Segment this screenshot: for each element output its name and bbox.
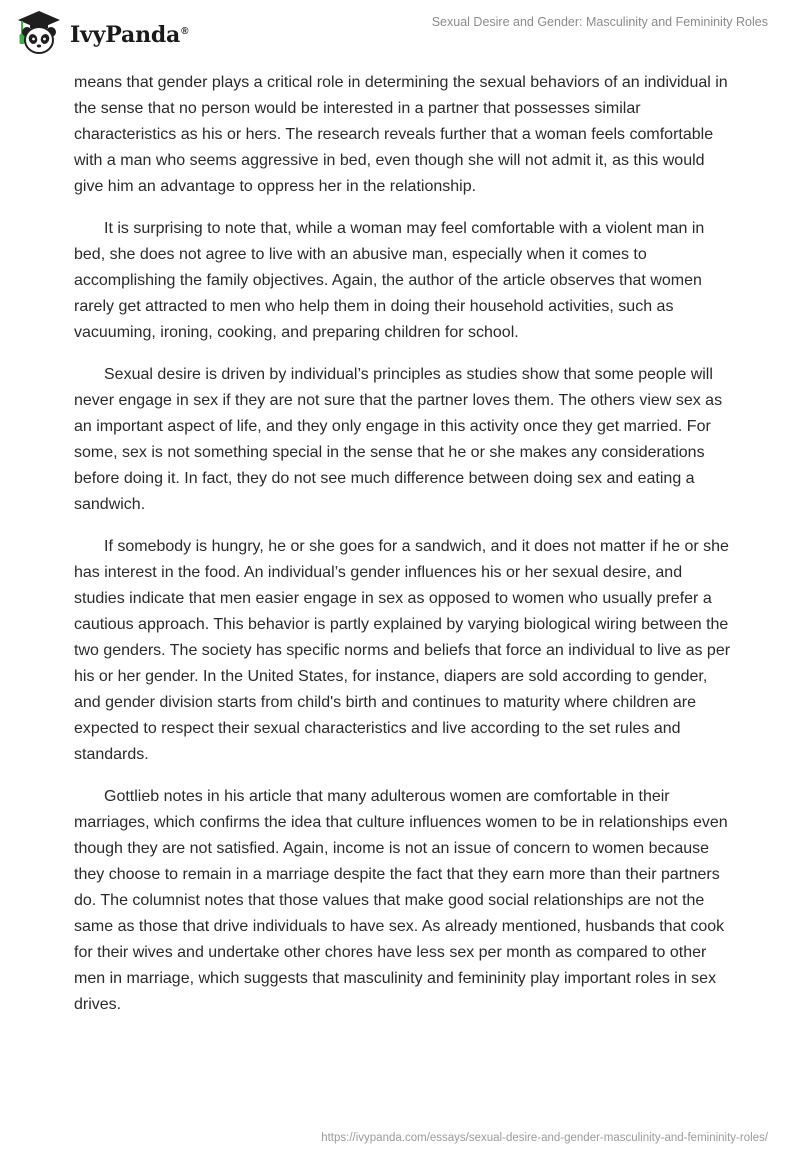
source-url[interactable]: https://ivypanda.com/essays/sexual-desire-and-gender-masculinity-and-femininity-roles/ (321, 1132, 768, 1144)
logo-text: IvyPanda (70, 22, 181, 48)
paragraph-2: It is surprising to note that, while a woman may feel comfortable with a violent man in bed, she does not agree to live with an abusive man, especially when it comes to accomplishing the family objectives. Again, the author of the article observes that women rarely get attracted to men who help them in doing their household activities, such as vacuuming, ironing, cooking, and preparing children for school. (74, 220, 705, 341)
site-logo[interactable] (14, 8, 188, 58)
paragraph-4: If somebody is hungry, he or she goes for a sandwich, and it does not matter if he or she has interest in the food. An individual’s gender influences his or her sexual desire, and studies indicate that men easier engage in sex as opposed to women who usually prefer a cautious approach. This behavior is partly explained by varying biological wiring between the two genders. The society has specific norms and beliefs that force an individual to live as per his or her gender. In the United States, for instance, diapers are sold according to gender, and gender division starts from child's birth and continues to maturity where children are expected to respect their sexual characteristics and live according to the set rules and standards. (74, 538, 731, 763)
paragraph-1: means that gender plays a critical role in determining the sexual behaviors of an individual in the sense that no person would be interested in a partner that possesses similar characteristics as his or hers. The research reveals further that a woman feels comfortable with a man who seems aggressive in bed, even though she will not admit it, as this would give him an advantage to oppress her in the relationship. (74, 74, 728, 195)
running-title: Sexual Desire and Gender: Masculinity and Femininity Roles (431, 15, 768, 29)
registered-mark: ® (181, 25, 189, 37)
panda-graduation-cap-icon (14, 8, 64, 58)
paragraph-3: Sexual desire is driven by individual’s principles as studies show that some people will never engage in sex if they are not sure that the partner loves them. The others view sex as an important aspect of life, and they only engage in this activity once they get married. For some, sex is not something special in the sense that he or she makes any considerations before doing it. In fact, they do not see much difference between doing sex and eating a sandwich. (74, 366, 723, 513)
essay-body (74, 70, 734, 1034)
paragraph-5: Gottlieb notes in his article that many adulterous women are comfortable in their marriages, which confirms the idea that culture influences women to be in relationships even though they are not satisfied. Again, income is not an issue of concern to women because they choose to remain in a marriage despite the fact that they earn more than their partners do. The columnist notes that those values that make good social relationships are not the same as those that drive individuals to have sex. As already mentioned, husbands that cook for their wives and undertake other chores have less sex per month as compared to other men in marriage, which suggests that masculinity and femininity play important roles in sex drives. (74, 788, 728, 1013)
logo-wordmark (70, 22, 188, 48)
